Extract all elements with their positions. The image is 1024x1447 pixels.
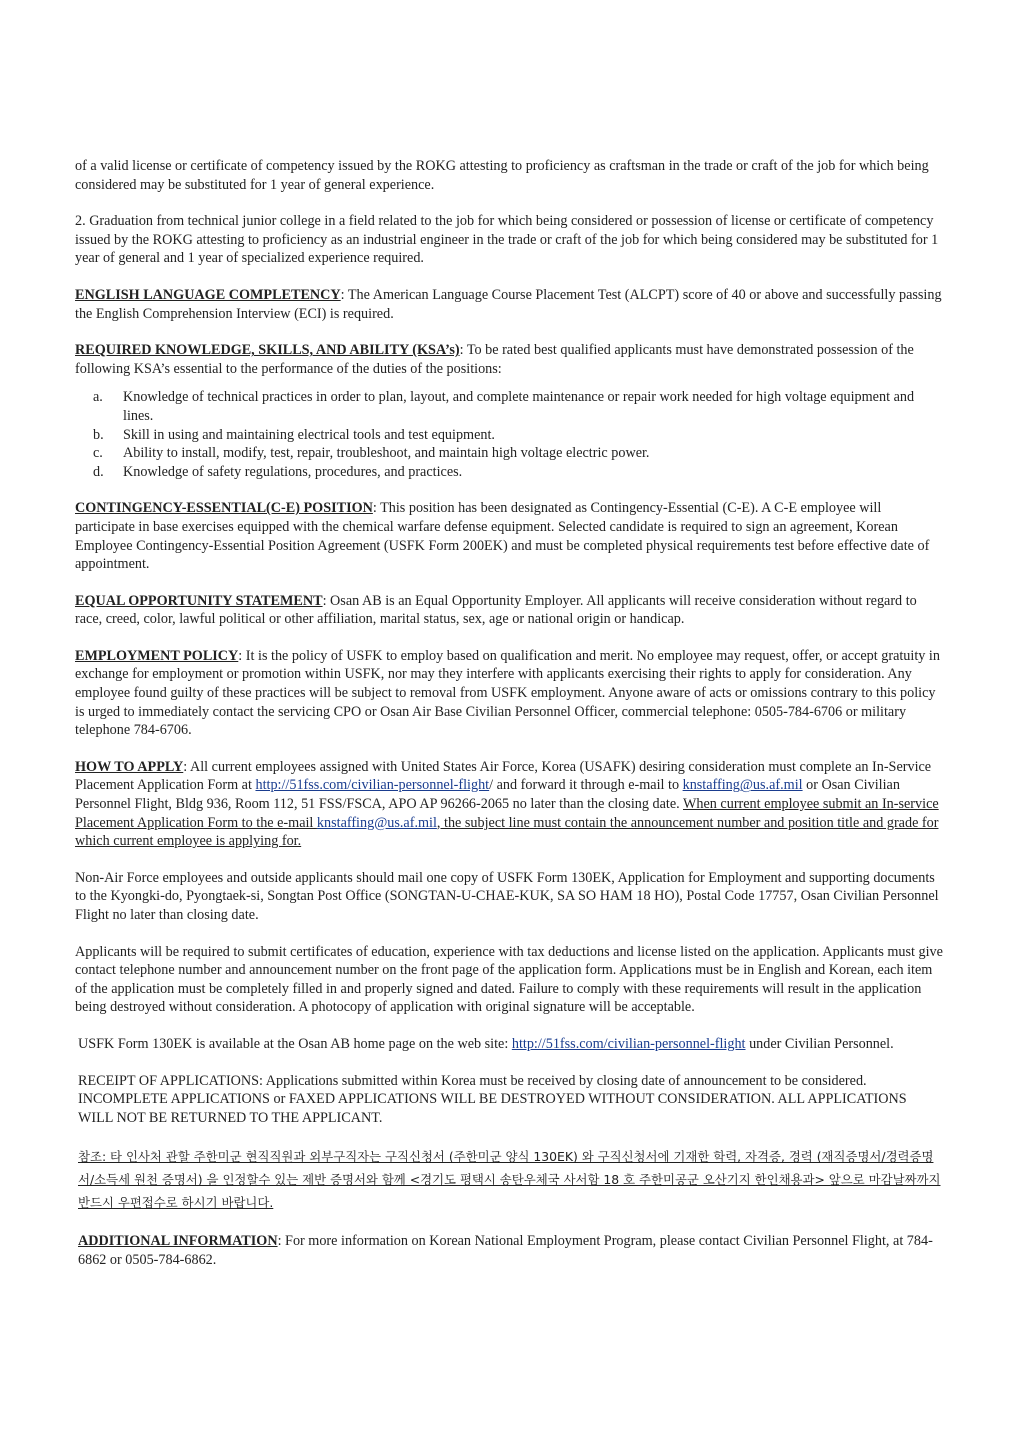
contingency-essential-text: : This position has been designated as Contingency-Essential (C-E). A C-E employee will participate in base exercises equipped with the chemical warfare defense equipment. Selected candidate is required to sign an agreement, Korean Employee Contingency-Essential Position Agreement (USFK Form 200EK) and must be completed physical requirements test before effective date of appointment. (75, 500, 930, 573)
list-item (93, 444, 944, 463)
section-ksa (75, 341, 944, 378)
paragraph-non-air-force: Non-Air Force employees and outside applicants should mail one copy of USFK Form 130EK, Application for Employment and supporting documents to the Kyongki-do, Pyongtaek-si, Songtan Post Office (SONGTAN-U-CHAE-KUK, SA SO HAM 18 HO), Postal Code 17757, Osan Civilian Personnel Flight no later than closing date. (75, 869, 939, 923)
section-additional-information (75, 1232, 944, 1269)
civilian-personnel-link[interactable]: http://51fss.com/civilian-personnel-flight (255, 777, 490, 794)
additional-information-text: : For more information on Korean National Employment Program, please contact Civilian Personnel Flight, at 784-6862 or 0505-784-6862. (78, 1233, 933, 1268)
section-english-competency (75, 286, 944, 323)
how-to-apply-text: : All current employees assigned with United States Air Force, Korea (USAFK) desiring consideration must complete an In-Service Placement Application Form at (75, 758, 932, 794)
section-equal-opportunity (75, 592, 944, 629)
heading-employment-policy: EMPLOYMENT POLICY (75, 647, 239, 664)
subject-line-instruction: When current employee submit an In-service Placement Application Form to the e-mail (75, 796, 939, 831)
section-employment-policy (75, 647, 944, 740)
employment-policy-text: : It is the policy of USFK to employ based on qualification and merit. No employee may request, offer, or accept gratuity in exchange for employment or promotion within USFK, nor may they interfere with applicants exercising their rights to apply for consideration. Any employee found guilty of these practices will be subject to removal from USFK employment. Anyone aware of acts or omissions contrary to this policy is urged to immediately contact the servicing CPO or Osan Air Base Civilian Personnel Officer, commercial telephone: 0505-784-6706 or military telephone 784-6706. (75, 647, 940, 739)
list-item (93, 463, 944, 482)
list-marker: b. (93, 426, 104, 443)
list-item (93, 426, 944, 445)
form-availability-text: USFK Form 130EK is available at the Osan AB home page on the web site: (78, 1035, 512, 1052)
ksa-intro-text: : To be rated best qualified applicants must have demonstrated possession of the following KSA’s essential to the performance of the duties of the positions: (75, 342, 914, 377)
list-item-text: Knowledge of technical practices in order to plan, layout, and complete maintenance or repair work needed for high voltage equipment and lines. (123, 389, 915, 424)
list-marker: a. (93, 389, 103, 406)
knstaffing-email-link-2[interactable]: knstaffing@us.af.mil (316, 814, 437, 831)
paragraph-korean-notice: 참조: 타 인사처 관할 주한미군 현직직원과 외부구직자는 구직신청서 (주한미군 양식 130EK) 와 구직신청서에 기재한 학력, 자격증, 경력 (재직증명서/경력증명서/소득세 원천 증명서) 을 인정할수 있는 제반 증명서와 함께 <경기도 평택시 송탄우체국 사서함 18 호 주한미공군 오산기지 한인채용과> 앞으로 마감날짜까지 반드시 우편접수로 하시기 바랍니다. (78, 1149, 941, 1211)
heading-equal-opportunity: EQUAL OPPORTUNITY STATEMENT (75, 592, 323, 609)
paragraph-graduation: 2. Graduation from technical junior college in a field related to the job for which being considered or possession of license or certificate of competency issued by the ROKG attesting to proficiency as an industrial engineer in the trade or craft of the job for which being considered may be substituted for 1 year of general and 1 year of specialized experience required. (75, 213, 939, 267)
form-availability-text-2: under Civilian Personnel. (745, 1035, 894, 1052)
heading-how-to-apply: HOW TO APPLY (75, 758, 184, 775)
list-item-text: Ability to install, modify, test, repair, troubleshoot, and maintain high voltage electric power. (123, 445, 650, 462)
list-item (93, 388, 944, 425)
paragraph-receipt-of-applications: RECEIPT OF APPLICATIONS: Applications submitted within Korea must be received by closing date of announcement to be considered. INCOMPLETE APPLICATIONS or FAXED APPLICATIONS WILL BE DESTROYED WITHOUT CONSIDERATION. ALL APPLICATIONS WILL NOT BE RETURNED TO THE APPLICANT. (78, 1072, 907, 1126)
paragraph-license-substitution: of a valid license or certificate of competency issued by the ROKG attesting to proficiency as craftsman in the trade or craft of the job for which being considered may be substituted for 1 year of general experience. (75, 158, 929, 193)
form-download-link[interactable]: http://51fss.com/civilian-personnel-flight (511, 1035, 746, 1052)
heading-english-competency: ENGLISH LANGUAGE COMPLETENCY (75, 286, 341, 303)
how-to-apply-text-2: / and forward it through e-mail to (489, 777, 683, 794)
knstaffing-email-link[interactable]: knstaffing@us.af.mil (682, 777, 803, 794)
paragraph-certificates: Applicants will be required to submit certificates of education, experience with tax deductions and license listed on the application. Applicants must give contact telephone number and announcement number on the front page of the application form. Applications must be in English and Korean, each item of the application must be completely filled in and properly signed and dated. Failure to comply with these requirements will result in the application being destroyed without consideration. A photocopy of application with original signature will be acceptable. (75, 943, 943, 1016)
list-marker: c. (93, 445, 103, 462)
heading-ksa: REQUIRED KNOWLEDGE, SKILLS, AND ABILITY (KSA’s) (75, 342, 460, 359)
paragraph-form-availability (75, 1035, 944, 1054)
list-item-text: Knowledge of safety regulations, procedures, and practices. (123, 463, 463, 480)
ksa-list (75, 388, 944, 481)
heading-additional-information: ADDITIONAL INFORMATION (78, 1233, 278, 1250)
section-how-to-apply (75, 758, 944, 851)
english-competency-text: : The American Language Course Placement Test (ALCPT) score of 40 or above and successfully passing the English Comprehension Interview (ECI) is required. (75, 286, 942, 322)
how-to-apply-text-3: or Osan Civilian Personnel Flight, Bldg 936, Room 112, 51 FSS/FSCA, APO AP 96266-2065 no later than the closing date. (75, 777, 900, 813)
subject-line-instruction-2: , the subject line must contain the announcement number and position title and grade for which current employee is applying for. (75, 814, 939, 850)
heading-contingency-essential: CONTINGENCY-ESSENTIAL(C-E) POSITION (75, 500, 373, 517)
equal-opportunity-text: : Osan AB is an Equal Opportunity Employer. All applicants will receive consideration without regard to race, creed, color, lawful political or other affiliation, marital status, sex, age or national origin or handicap. (75, 592, 917, 628)
list-item-text: Skill in using and maintaining electrical tools and test equipment. (123, 426, 495, 443)
section-contingency-essential (75, 499, 944, 573)
list-marker: d. (93, 463, 104, 480)
